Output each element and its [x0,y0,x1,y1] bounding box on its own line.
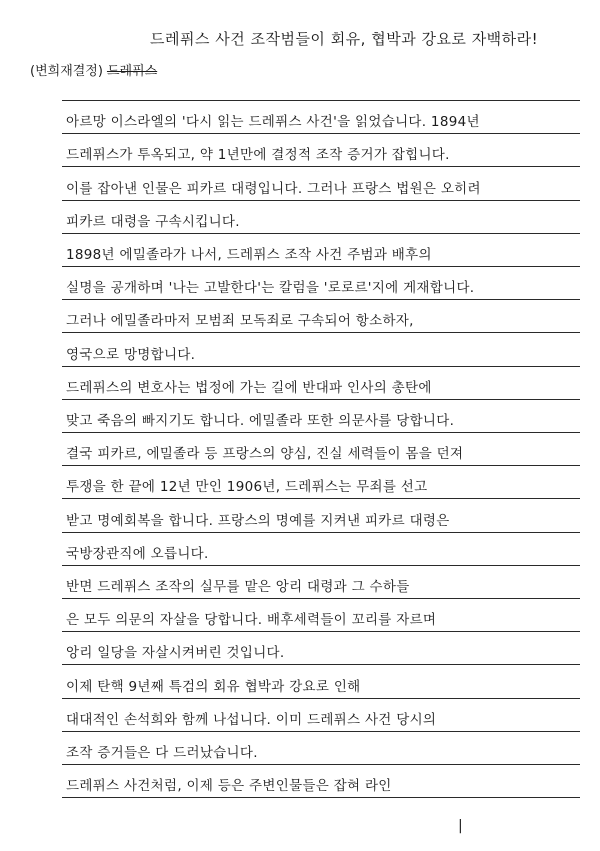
text-line: 이제 탄핵 9년째 특검의 회유 협박과 강요로 인해 [66,678,361,695]
text-line: 반면 드레퓌스 조작의 실무를 맡은 앙리 대령과 그 수하들 [66,579,410,595]
text-line: 투쟁을 한 끝에 12년 만인 1906년, 드레퓌스는 무죄를 선고 [66,479,428,496]
text-line: 그러나 에밀졸라마저 모범죄 모독죄로 구속되어 항소하자, [66,313,414,330]
page-title: 드레퓌스 사건 조작범들이 회유, 협박과 강요로 자백하라! [150,30,539,48]
text-line: 조작 증거들은 다 드러났습니다. [66,745,258,761]
rule-line [62,797,580,798]
text-line: 아르망 이스라엘의 '다시 읽는 드레퓌스 사건'을 읽었습니다. 1894년 [66,114,480,131]
author-label [30,60,157,79]
text-line: 드레퓌스 사건처럼, 이제 등은 주변인물들은 잡혀 라인 [66,778,392,795]
text-line: 받고 명예회복을 합니다. 프랑스의 명예를 지켜낸 피카르 대령은 [66,512,450,529]
text-line: 국방장관직에 오릅니다. [66,545,209,562]
text-line: 1898년 에밀졸라가 나서, 드레퓌스 조작 사건 주범과 배후의 [66,247,432,263]
text-line: 이를 잡아낸 인물은 피카르 대령입니다. 그러나 프랑스 법원은 오히려 [66,180,481,197]
text-line: 대대적인 손석희와 함께 나섭니다. 이미 드레퓌스 사건 당시의 [66,711,437,728]
text-line: 결국 피카르, 에밀졸라 등 프랑스의 양심, 진실 세력들이 몸을 던져 [66,446,464,463]
text-line: 맞고 죽음의 빠지기도 합니다. 에밀졸라 또한 의문사를 당합니다. [66,413,455,429]
text-line: 실명을 공개하며 '나는 고발한다'는 칼럼을 '로로르'지에 게재합니다. [66,280,475,297]
author-label-prefix: (변희재결정) [30,64,103,79]
text-line: 영국으로 망명합니다. [66,346,196,363]
text-line: 은 모두 의문의 자살을 당합니다. 배후세력들이 꼬리를 자르며 [66,612,437,629]
text-line: 드레퓌스가 투옥되고, 약 1년만에 결정적 조작 증거가 잡힙니다. [66,147,450,164]
page-mark: | [458,818,463,834]
text-line: 피카르 대령을 구속시킵니다. [66,213,240,230]
text-line: 드레퓌스의 변호사는 법정에 가는 길에 반대파 인사의 총탄에 [66,379,432,396]
text-line: 앙리 일당을 자살시켜버린 것입니다. [66,645,285,662]
struck-label: 드레퓌스 [106,64,158,79]
